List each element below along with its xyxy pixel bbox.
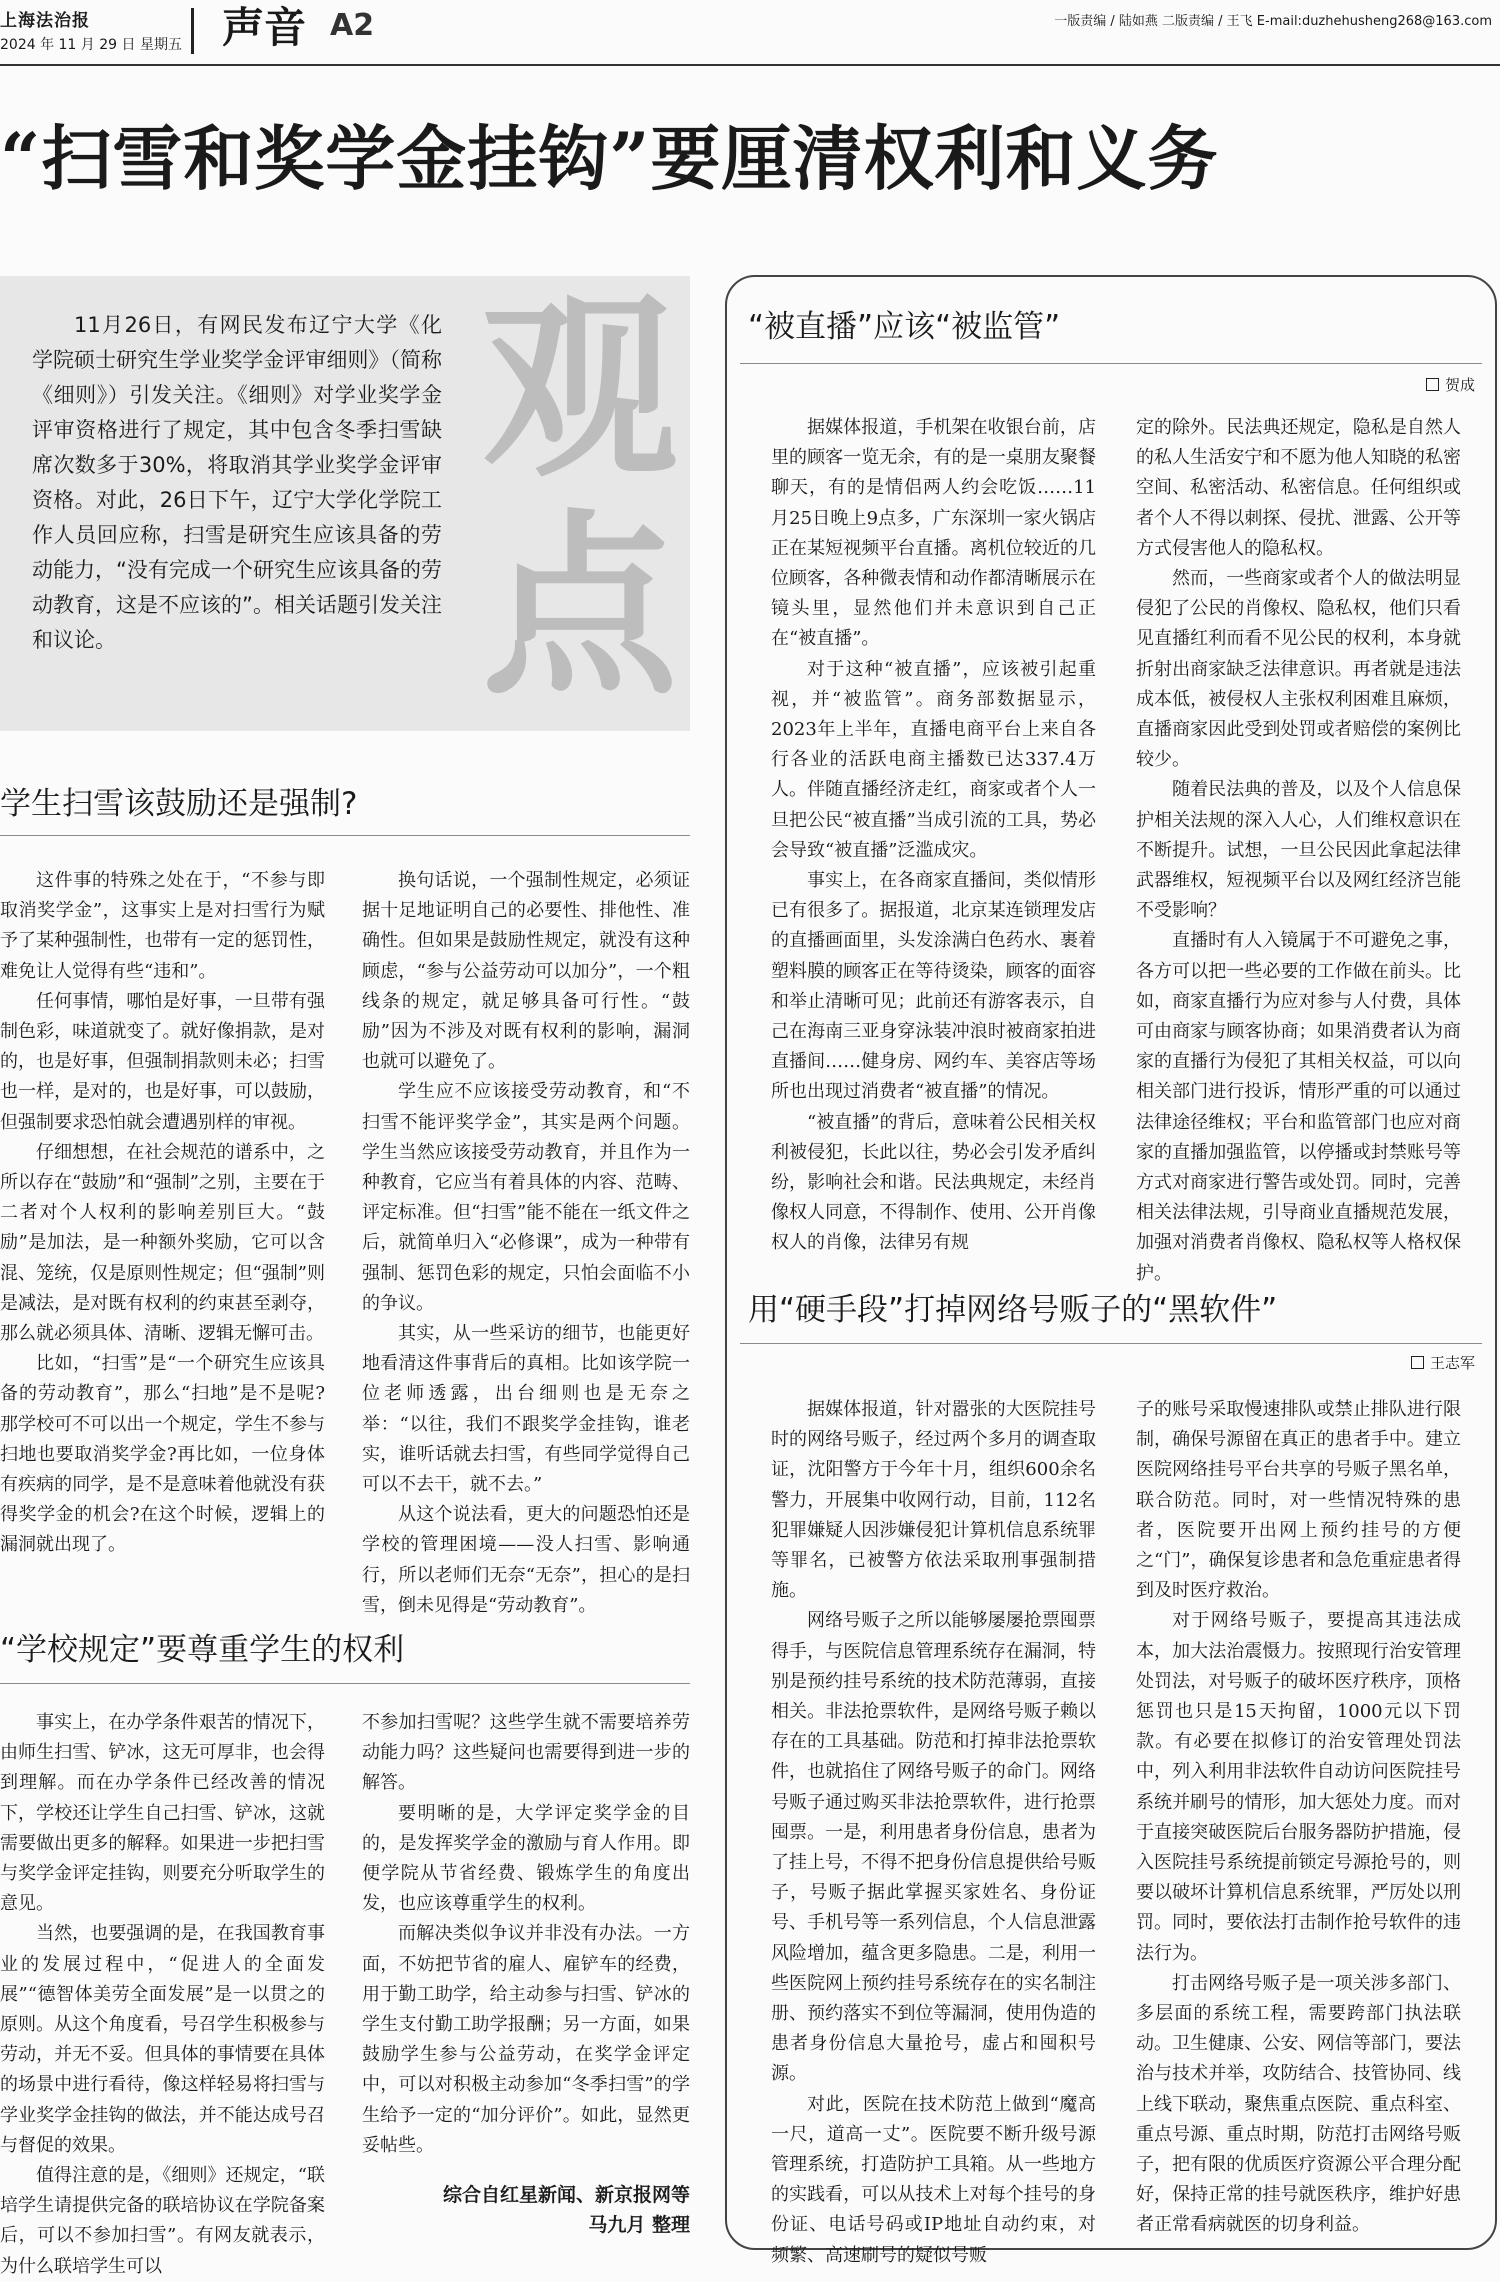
- paragraph: 网络号贩子之所以能够屡屡抢票囤票得手，与医院信息管理系统存在漏洞，特别是预约挂号系统的技术防范薄弱，直接相关。非法抢票软件，是网络号贩子赖以存在的工具基础。防范和打掉非法抢票软件，也就掐住了网络号贩子的命门。网络号贩子通过购买非法抢票软件，进行抢票囤票。一是，利用患者身份信息，患者为了挂上号，不得不把身份信息提供给号贩子，号贩子据此掌握买家姓名、身份证号、手机号等一系列信息，个人信息泄露风险增加，蕴含更多隐患。二是，利用一些医院网上预约挂号系统存在的实名制注册、预约落实不到位等漏洞，使用伪造的患者身份信息大量抢号，虚占和囤积号源。: [771, 1610, 1096, 2085]
- byline-box-icon: [1426, 378, 1439, 391]
- paragraph: 事实上，在各商家直播间，类似情形已有很多了。据报道，北京某连锁理发店的直播画面里，头发涂满白色药水、裹着塑料膜的顾客正在等待烫染，顾客的面容和举止清晰可见；此前还有游客表示，自己在海南三亚身穿泳装冲浪时被商家拍进直播间……健身房、网约车、美容店等场所也出现过消费者“被直播”的情况。: [771, 870, 1096, 1103]
- paragraph: 子的账号采取慢速排队或禁止排队进行限制，确保号源留在真正的患者手中。建立医院网络挂号平台共享的号贩子黑名单，联合防范。同时，对一些情况特殊的患者，医院要开出网上预约挂号的方便之“门”，确保复诊患者和急危重症患者得到及时医疗救治。: [1136, 1399, 1461, 1602]
- source-credits: [362, 2180, 690, 2240]
- article2-column-2: [1136, 1395, 1461, 2241]
- article-title-live-streaming: “被直播”应该“被监管”: [748, 309, 1061, 345]
- article2-column-1: [771, 1395, 1096, 2271]
- paragraph: 其实，从一些采访的细节，也能更好地看清这件事背后的真相。比如该学院一位老师透露，出台细则也是无奈之举：“以往，我们不跟奖学金挂钩，谁老实，谁听话就去扫雪，有些同学觉得自己可以不去干，就不去。”: [362, 1323, 690, 1496]
- paragraph: 仔细想想，在社会规范的谱系中，之所以存在“鼓励”和“强制”之别，主要在于二者对个人权利的影响差别巨大。“鼓励”是加法，是一种额外奖励，它可以含混、笼统，仅是原则性规定；但“强制”则是减法，是对既有权利的约束甚至剥夺，那么就必须具体、清晰、逻辑无懈可击。: [0, 1141, 325, 1345]
- paragraph: 对此，医院在技术防范上做到“魔高一尺，道高一丈”。医院要不断升级号源管理系统，打造防护工具箱。从一些地方的实践看，可以从技术上对每个挂号的身份证、电话号码或IP地址自动约束，对频繁、高速刷号的疑似号贩: [771, 2093, 1096, 2266]
- article-title-ticket-scalpers: 用“硬手段”打掉网络号贩子的“黑软件”: [748, 1292, 1278, 1328]
- paragraph: 值得注意的是，《细则》还规定，“联培学生请提供完备的联培协议在学院备案后，可以不参加扫雪”。有网友就表示，为什么联培学生可以: [0, 2165, 325, 2277]
- masthead: [0, 0, 1500, 62]
- paragraph: 从这个说法看，更大的问题恐怕还是学校的管理困境——没人扫雪、影响通行，所以老师们无奈“无奈”，担心的是扫雪，倒未见得是“劳动教育”。: [362, 1504, 690, 1616]
- article1-byline: [1426, 374, 1475, 395]
- section2-column-1: [0, 1708, 325, 2282]
- source-credit: 综合自红星新闻、新京报网等: [442, 2184, 690, 2206]
- editors-line: 一版责编 / 陆如燕 二版责编 / 王飞 E-mail:duzhehusheng268@163.com: [1054, 14, 1492, 29]
- paragraph: 事实上，在办学条件艰苦的情况下，由师生扫雪、铲冰，这无可厚非，也会得到理解。而在办学条件已经改善的情况下，学校还让学生自己扫雪、铲冰，这就需要做出更多的解释。如果进一步把扫雪与奖学金评定挂钩，则要充分听取学生的意见。: [0, 1712, 325, 1915]
- byline-box-icon: [1411, 1356, 1424, 1369]
- section-rule: [0, 1683, 690, 1684]
- paragraph: 据媒体报道，手机架在收银台前，店里的顾客一览无余，有的是一桌朋友聚餐聊天，有的是情侣两人约会吃饭……11月25日晚上9点多，广东深圳一家火锅店正在某短视频平台直播。离机位较近的几位顾客，各种微表情和动作都清晰展示在镜头里，显然他们并未意识到自己正在“被直播”。: [771, 417, 1096, 650]
- paragraph: 要明晰的是，大学评定奖学金的目的，是发挥奖学金的激励与育人作用。即便学院从节省经费、锻炼学生的角度出发，也应该尊重学生的权利。: [362, 1802, 690, 1915]
- paragraph: 比如，“扫雪”是“一个研究生应该具备的劳动教育”，那么“扫地”是不是呢?那学校可不可以出一个规定，学生不参与扫地也要取消奖学金?再比如，一位身体有疾病的同学，是不是意味着他就没有获得奖学金的机会?在这个时候，逻辑上的漏洞就出现了。: [0, 1353, 325, 1556]
- article1-column-2: [1136, 413, 1461, 1289]
- section-title-snow-sweeping: 学生扫雪该鼓励还是强制?: [0, 786, 358, 822]
- article-rule: [740, 1343, 1482, 1344]
- paragraph: “被直播”的背后，意味着公民相关权利被侵犯，长此以往，势必会引发矛盾纠纷，影响社会和谐。民法典规定，未经肖像权人同意，不得制作、使用、公开肖像权人的肖像，法律另有规: [771, 1111, 1096, 1254]
- paragraph: 这件事的特殊之处在于，“不参与即取消奖学金”，这事实上是对扫雪行为赋予了某种强制性，也带有一定的惩罚性，难免让人觉得有些“违和”。: [0, 870, 325, 982]
- paragraph: 换句话说，一个强制性规定，必须证据十足地证明自己的必要性、排他性、准确性。但如果是鼓励性规定，就没有这种顾虑，“参与公益劳动可以加分”，一个粗线条的规定，就足够具备可行性。“鼓励”因为不涉及对既有权利的影响，漏洞也就可以避免了。: [362, 870, 690, 1073]
- intro-box: [0, 276, 690, 731]
- section-title-school-rules: “学校规定”要尊重学生的权利: [0, 1632, 405, 1668]
- paragraph: 随着民法典的普及，以及个人信息保护相关法规的深入人心，人们维权意识在不断提升。试想，一旦公民因此拿起法律武器维权，短视频平台以及网红经济岂能不受影响？: [1136, 779, 1461, 922]
- editor-credit: 马九月 整理: [588, 2214, 690, 2236]
- paragraph: 据媒体报道，针对嚣张的大医院挂号时的网络号贩子，经过两个多月的调查取证，沈阳警方于今年十月，组织600余名警力，开展集中收网行动，目前，112名犯罪嫌疑人因涉嫌侵犯计算机信息系统罪等罪名，已被警方依法采取刑事强制措施。: [771, 1399, 1096, 1602]
- byline-author: 王志军: [1429, 1354, 1475, 1372]
- paragraph: 而解决类似争议并非没有办法。一方面，不妨把节省的雇人、雇铲车的经费，用于勤工助学，给主动参与扫雪、铲冰的学生支付勤工助学报酬；另一方面，如果鼓励学生参与公益劳动，在奖学金评定中，可以对积极主动参加“冬季扫雪”的学生给予一定的“加分评价”。如此，显然更妥帖些。: [362, 1923, 690, 2156]
- page-number: A2: [330, 8, 375, 43]
- paragraph: 打击网络号贩子是一项关涉多部门、多层面的系统工程，需要跨部门执法联动。卫生健康、公安、网信等部门，要法治与技术并举，攻防结合、技管协同、线上线下联动，聚焦重点医院、重点科室、重点号源、重点时期，防范打击网络号贩子，把有限的优质医疗资源公平合理分配好，保持正常的挂号就医秩序，维护好患者正常看病就医的切身利益。: [1136, 1972, 1461, 2236]
- section2-column-2: [362, 1708, 690, 2161]
- section-rule: [0, 835, 690, 836]
- viewpoint-watermark: 观点: [481, 274, 678, 722]
- section1-column-1: [0, 866, 325, 1561]
- intro-text: 11月26日，有网民发布辽宁大学《化学院硕士研究生学业奖学金评审细则》（简称《细则》）引发关注。《细则》对学业奖学金评审资格进行了规定，其中包含冬季扫雪缺席次数多于30%，将取消其学业奖学金评审资格。对此，26日下午，辽宁大学化学院工作人员回应称，扫雪是研究生应该具备的劳动能力，“没有完成一个研究生应该具备的劳动教育，这是不应该的”。相关话题引发关注和议论。: [32, 313, 442, 652]
- paragraph: 对于这种“被直播”，应该被引起重视，并“被监管”。商务部数据显示，2023年上半年，直播电商平台上来自各行各业的活跃电商主播数已达337.4万人。伴随直播经济走红，商家或者个人一旦把公民“被直播”当成引流的工具，势必会导致“被直播”泛滥成灾。: [771, 658, 1096, 861]
- masthead-divider: [191, 8, 194, 54]
- paragraph: 定的除外。民法典还规定，隐私是自然人的私人生活安宁和不愿为他人知晓的私密空间、私密活动、私密信息。任何组织或者个人不得以刺探、侵扰、泄露、公开等方式侵害他人的隐私权。: [1136, 417, 1461, 559]
- paragraph: 当然，也要强调的是，在我国教育事业的发展过程中，“促进人的全面发展”“德智体美劳全面发展”是一以贯之的原则。从这个角度看，号召学生积极参与劳动，并无不妥。但具体的事情要在具体的场景中进行看待，像这样轻易将扫雪与学业奖学金挂钩的做法，并不能达成号召与督促的效果。: [0, 1923, 325, 2156]
- article2-byline: [1411, 1352, 1475, 1373]
- page-headline: “扫雪和奖学金挂钩”要厘清权利和义务: [0, 117, 1219, 200]
- section1-column-2: [362, 866, 690, 1621]
- article1-column-1: [771, 413, 1096, 1259]
- paragraph: 然而，一些商家或者个人的做法明显侵犯了公民的肖像权、隐私权，他们只看见直播红利而看不见公民的权利，本身就折射出商家缺乏法律意识。再者就是违法成本低，被侵权人主张权利困难且麻烦，直播商家因此受到处罚或者赔偿的案例比较少。: [1136, 568, 1461, 771]
- issue-date: 2024 年 11 月 29 日 星期五: [0, 37, 182, 53]
- paragraph: 对于网络号贩子，要提高其违法成本，加大法治震慑力。按照现行治安管理处罚法，对号贩子的破坏医疗秩序，顶格惩罚也只是15天拘留，1000元以下罚款。有必要在拟修订的治安管理处罚法中，列入利用非法软件自动访问医院挂号系统并刷号的情形，加大惩处力度。而对于直接突破医院后台服务器防护措施，侵入医院挂号系统提前锁定号源抢号的，则要以破坏计算机信息系统罪，严厉处以刑罚。同时，要依法打击制作抢号软件的违法行为。: [1136, 1610, 1461, 1964]
- paragraph: 任何事情，哪怕是好事，一旦带有强制色彩，味道就变了。就好像捐款，是对的，也是好事，但强制捐款则未必；扫雪也一样，是对的，也是好事，可以鼓励，但强制要求恐怕就会遭遇别样的审视。: [0, 990, 325, 1133]
- section-name: 声音: [222, 3, 307, 52]
- article-rule: [740, 363, 1482, 364]
- paragraph: 学生应不应该接受劳动教育，和“不扫雪不能评奖学金”，其实是两个问题。学生当然应该接受劳动教育，并且作为一种教育，它应当有着具体的内容、范畴、评定标准。但“扫雪”能不能在一纸文件之后，就简单归入“必修课”，成为一种带有强制、惩罚色彩的规定，只怕会面临不小的争议。: [362, 1081, 690, 1314]
- paragraph: 直播时有人入镜属于不可避免之事，各方可以把一些必要的工作做在前头。比如，商家直播行为应对参与人付费，具体可由商家与顾客协商；如果消费者认为商家的直播行为侵犯了其相关权益，可以向相关部门进行投诉，情形严重的可以通过法律途径维权；平台和监管部门也应对商家的直播加强监管，以停播或封禁账号等方式对商家进行警告或处罚。同时，完善相关法律法规，引导商业直播规范发展，加强对消费者肖像权、隐私权等人格权保护。: [1136, 930, 1461, 1284]
- paragraph: 不参加扫雪呢？这些学生就不需要培养劳动能力吗？这些疑问也需要得到进一步的解答。: [362, 1712, 690, 1794]
- byline-author: 贺成: [1444, 376, 1475, 394]
- publication-name: 上海法治报: [0, 11, 90, 31]
- masthead-rule: [0, 64, 1500, 66]
